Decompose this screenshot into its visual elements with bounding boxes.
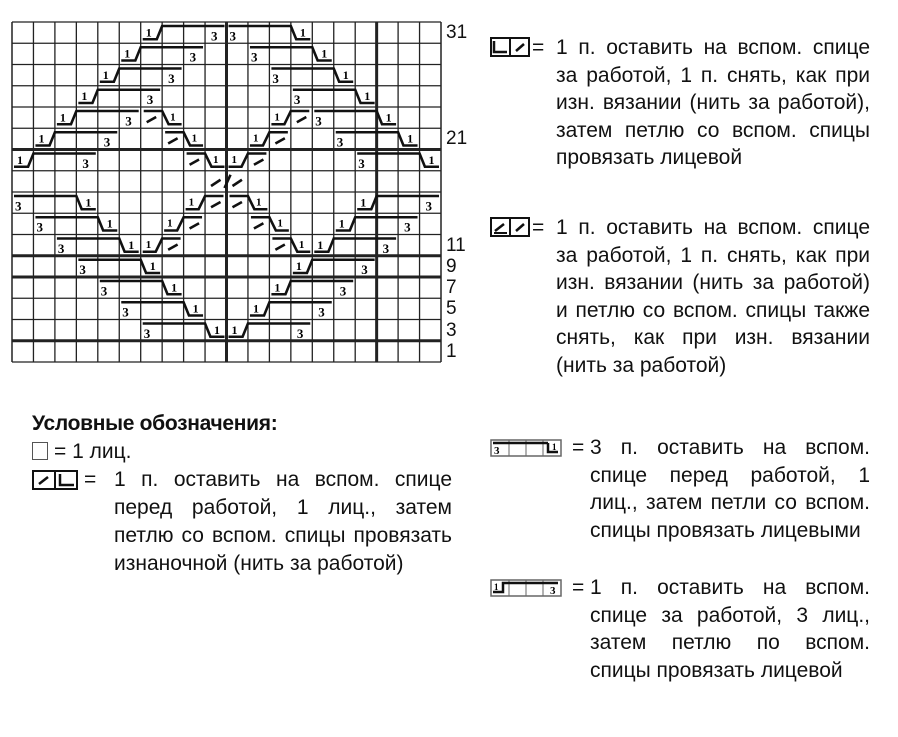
row-label-21: 21 [446,128,468,150]
knitting-chart [0,0,470,380]
cross-left-purl-icon [32,470,78,498]
svg-text:3: 3 [425,198,433,214]
svg-text:3: 3 [15,198,22,214]
svg-text:1: 1 [274,111,280,124]
svg-text:3: 3 [318,304,325,320]
svg-text:1: 1 [17,152,23,167]
row-label-1: 1 [446,340,457,362]
row-label-31: 31 [446,22,468,43]
row-label-5: 5 [446,298,457,320]
svg-text:3: 3 [404,219,411,235]
svg-text:1: 1 [277,217,283,230]
legend-eq: = [84,468,97,491]
svg-text:1: 1 [552,442,557,452]
row-label-11: 11 [446,234,466,256]
svg-text:1: 1 [188,196,195,209]
svg-text:1: 1 [145,238,152,251]
legend-eq: = [54,440,67,463]
svg-text:3: 3 [339,283,347,299]
svg-text:1: 1 [274,280,281,295]
svg-text:1: 1 [170,111,176,124]
cross-right-slip-slip-icon [490,217,530,245]
svg-text:1: 1 [145,25,152,40]
svg-text:1: 1 [255,196,262,209]
svg-text:1: 1 [360,195,367,210]
svg-text:1: 1 [171,280,178,295]
svg-text:1: 1 [385,110,392,125]
svg-text:3: 3 [143,325,151,341]
svg-text:1: 1 [338,216,345,231]
svg-text:1: 1 [298,238,305,251]
svg-text:3: 3 [211,28,218,44]
svg-text:1: 1 [428,152,435,167]
svg-text:3: 3 [229,28,236,44]
cross-right-slip-knit-icon [490,37,530,65]
legend-title: Условные обозначения: [32,412,278,435]
svg-text:1: 1 [252,132,259,145]
legend-text: 1 п. оставить на вспом. спице за работой, 1 п. снять, как при изн. вязании (нить за работой), затем петлю со вспом. спицы провязать лицевой [556,36,870,169]
svg-text:3: 3 [79,262,86,277]
legend-eq: = [532,36,545,59]
svg-text:1: 1 [317,237,324,252]
svg-text:1: 1 [106,216,113,231]
svg-text:3: 3 [168,70,175,86]
legend-right [490,34,870,684]
empty-square-icon [32,442,48,460]
legend-item-cable-3-over-1 [490,434,870,574]
svg-text:1: 1 [295,259,302,273]
svg-text:3: 3 [122,304,129,320]
svg-text:1: 1 [59,110,66,125]
svg-text:3: 3 [361,262,368,277]
row-label-7: 7 [446,277,457,298]
svg-text:3: 3 [296,325,304,341]
svg-text:3: 3 [494,445,500,457]
svg-text:3: 3 [272,70,279,86]
legend-eq: = [532,216,545,239]
svg-text:1: 1 [364,89,371,103]
svg-text:3: 3 [315,113,322,129]
svg-text:3: 3 [189,49,197,65]
svg-text:3: 3 [293,92,301,107]
svg-text:1: 1 [102,67,109,82]
row-label-9: 9 [446,255,457,277]
legend-item-cross-right-slip-knit [490,34,870,202]
svg-text:3: 3 [358,155,365,171]
svg-text:1: 1 [85,195,92,210]
svg-text:1: 1 [252,301,259,316]
svg-text:1: 1 [81,89,88,103]
svg-text:3: 3 [36,219,43,235]
legend-eq: = [572,436,585,459]
legend-text: 1 лиц. [72,440,132,463]
svg-text:1: 1 [191,132,198,145]
svg-text:1: 1 [321,46,328,61]
legend-text: 1 п. оставить на вспом. спице перед работой, 1 лиц., затем петлю со вспом. спицы провязать изнаночной (нить за работой) [114,468,452,575]
svg-text:1: 1 [407,131,414,146]
cable-3-over-1-icon [490,437,562,465]
svg-text:3: 3 [125,113,132,129]
svg-text:1: 1 [494,582,499,592]
svg-text:3: 3 [103,134,111,150]
svg-text:3: 3 [250,49,258,65]
legend-text: 1 п. оставить на вспом. спице за работой, 1 п. снять, как при изн. вязании (нить за работой) и петлю со вспом. спицы также снять, как при изн. вязании (нить за работой) [556,216,870,377]
chart-grid [0,0,470,380]
legend-item-cross-right-slip-slip [490,214,870,434]
svg-text:1: 1 [192,301,199,316]
legend-text: 1 п. оставить на вспом. спице за работой, 3 лиц., затем петлю по вспом. спицы провязать лицевой [590,576,870,682]
legend-eq: = [572,576,585,599]
legend-item-knit [32,438,452,466]
svg-text:3: 3 [100,283,108,299]
svg-text:3: 3 [382,240,390,256]
svg-text:1: 1 [342,67,349,82]
svg-text:3: 3 [336,134,344,150]
svg-text:1: 1 [214,322,221,337]
svg-text:1: 1 [38,131,45,146]
svg-text:1: 1 [149,259,156,273]
svg-text:1: 1 [231,153,237,166]
svg-text:1: 1 [213,153,219,166]
legend-left [32,412,452,578]
svg-text:3: 3 [82,155,89,171]
svg-text:1: 1 [299,25,306,40]
legend-item-cross-left-purl [32,466,452,578]
cable-1-over-3-icon [490,577,562,605]
svg-text:3: 3 [146,92,154,107]
svg-text:1: 1 [124,46,131,61]
svg-text:3: 3 [57,240,65,256]
svg-text:1: 1 [231,322,238,337]
row-label-3: 3 [446,319,457,341]
legend-item-cable-1-over-3 [490,574,870,684]
svg-text:3: 3 [550,585,556,597]
svg-text:1: 1 [167,217,173,230]
legend-text: 3 п. оставить на вспом. спице перед работой, 1 лиц., затем петли со вспом. спицы провязать лицевыми [590,436,870,542]
svg-text:1: 1 [128,237,135,252]
